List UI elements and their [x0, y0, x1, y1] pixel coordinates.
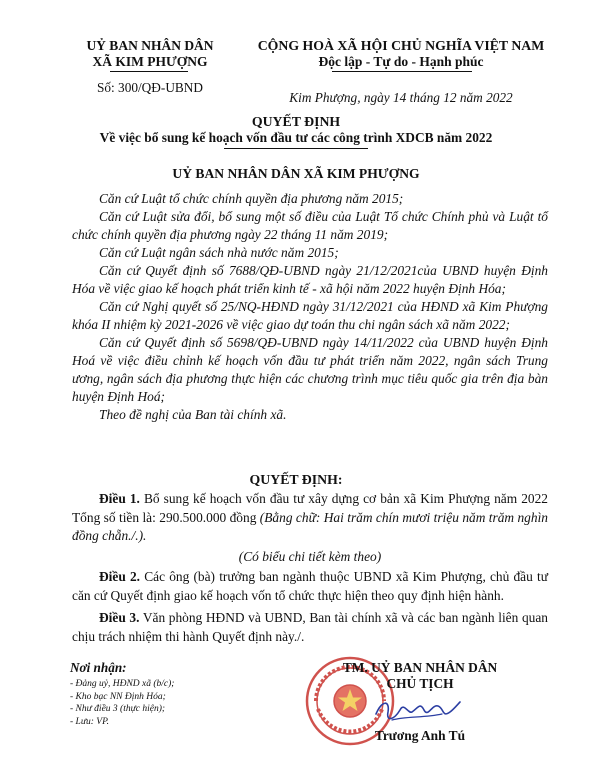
basis-item: Căn cứ Quyết định số 7688/QĐ-UBND ngày 21/12/2021của UBND huyện Định Hóa về việc giao kế hoạch phát triển kinh tế - xã hội năm 2022 huyện Định Hóa; [72, 263, 548, 296]
article-text: Các ông (bà) trưởng ban ngành thuộc UBND xã Kim Phượng, chủ đầu tư căn cứ Quyết định giao kế hoạch vốn tổ chức thực hiện theo quy định hiện hành. [72, 569, 548, 603]
signer-role-line2: CHỦ TỊCH [386, 676, 454, 691]
national-title: CỘNG HOÀ XÃ HỘI CHỦ NGHĨA VIỆT NAM [257, 38, 545, 53]
org-underline [110, 71, 188, 72]
issuing-authority: UỶ BAN NHÂN DÂN XÃ KIM PHƯỢNG [172, 166, 420, 181]
basis-item: Căn cứ Luật tổ chức chính quyền địa phương năm 2015; [99, 191, 404, 206]
signer-name: Trương Anh Tú [374, 728, 466, 743]
recipients-list [70, 678, 174, 728]
article-amount-in-words: (Bằng chữ: Hai trăm chín mươi triệu năm trăm nghìn đồng chẵn./.). [72, 509, 548, 543]
recipient-item: - Lưu: VP. [70, 716, 110, 727]
place-and-date: Kim Phượng, ngày 14 tháng 12 năm 2022 [289, 90, 513, 105]
issuing-org-line2: XÃ KIM PHƯỢNG [92, 54, 208, 69]
article-label: Điều 3. [99, 610, 140, 625]
recipient-item: - Như điều 3 (thực hiện); [70, 704, 166, 714]
decision-subject: Về việc bổ sung kế hoạch vốn đầu tư các công trình XDCB năm 2022 [99, 130, 493, 145]
article-1 [72, 490, 548, 546]
articles [72, 490, 548, 646]
basis-item: Căn cứ Luật sửa đổi, bổ sung một số điều của Luật Tổ chức Chính phủ và Luật tổ chức chính quyền địa phương ngày 22 tháng 11 năm 2019; [72, 209, 548, 242]
decision-title: QUYẾT ĐỊNH [251, 114, 341, 129]
article-text: Văn phòng HĐND và UBND, Ban tài chính xã và các ban ngành liên quan chịu trách nhiệm thi hành Quyết định này./. [72, 610, 548, 644]
recipient-item: - Đảng uỷ, HĐND xã (b/c); [70, 679, 175, 689]
basis-item: Căn cứ Quyết định số 5698/QĐ-UBND ngày 14/11/2022 của UBND huyện Định Hoá về việc điều chỉnh kế hoạch vốn đầu tư phát triển năm 2022, ngân sách Trung ương, ngân sách địa phương thực hiện các chương trình mục tiêu quốc gia trên địa bàn huyện Định Hoá; [72, 335, 548, 404]
article-label: Điều 2. [99, 569, 141, 584]
basis-item: Theo đề nghị của Ban tài chính xã. [99, 407, 287, 422]
attachment-note: (Có biểu chi tiết kèm theo) [238, 548, 382, 564]
issuing-org-line1: UỶ BAN NHÂN DÂN [86, 38, 214, 53]
subject-underline [224, 148, 368, 149]
signer-role-line1: TM. UỶ BAN NHÂN DÂN [342, 660, 498, 675]
national-motto: Độc lập - Tự do - Hạnh phúc [318, 54, 484, 69]
document-number: Số: 300/QĐ-UBND [96, 80, 203, 95]
basis-item: Căn cứ Nghị quyết số 25/NQ-HĐND ngày 31/12/2021 của HĐND xã Kim Phượng khóa II nhiệm kỳ 2021-2026 về việc giao dự toán thu chi ngân sách xã năm 2022; [72, 299, 548, 332]
recipient-item: - Kho bạc NN Định Hóa; [70, 691, 166, 702]
handwritten-signature [372, 692, 462, 728]
recipients-heading: Nơi nhận: [70, 660, 127, 675]
article-3 [72, 609, 548, 646]
motto-underline [332, 71, 472, 72]
article-2 [72, 568, 548, 605]
article-text: Bổ sung kế hoạch vốn đầu tư xây dựng cơ bản xã Kim Phượng năm 2022 Tổng số tiền là: 290.500.000 đồng [72, 491, 548, 525]
decision-heading: QUYẾT ĐỊNH: [249, 472, 343, 487]
legal-bases [72, 190, 548, 424]
basis-item: Căn cứ Luật ngân sách nhà nước năm 2015; [99, 245, 339, 260]
article-label: Điều 1. [99, 491, 140, 506]
